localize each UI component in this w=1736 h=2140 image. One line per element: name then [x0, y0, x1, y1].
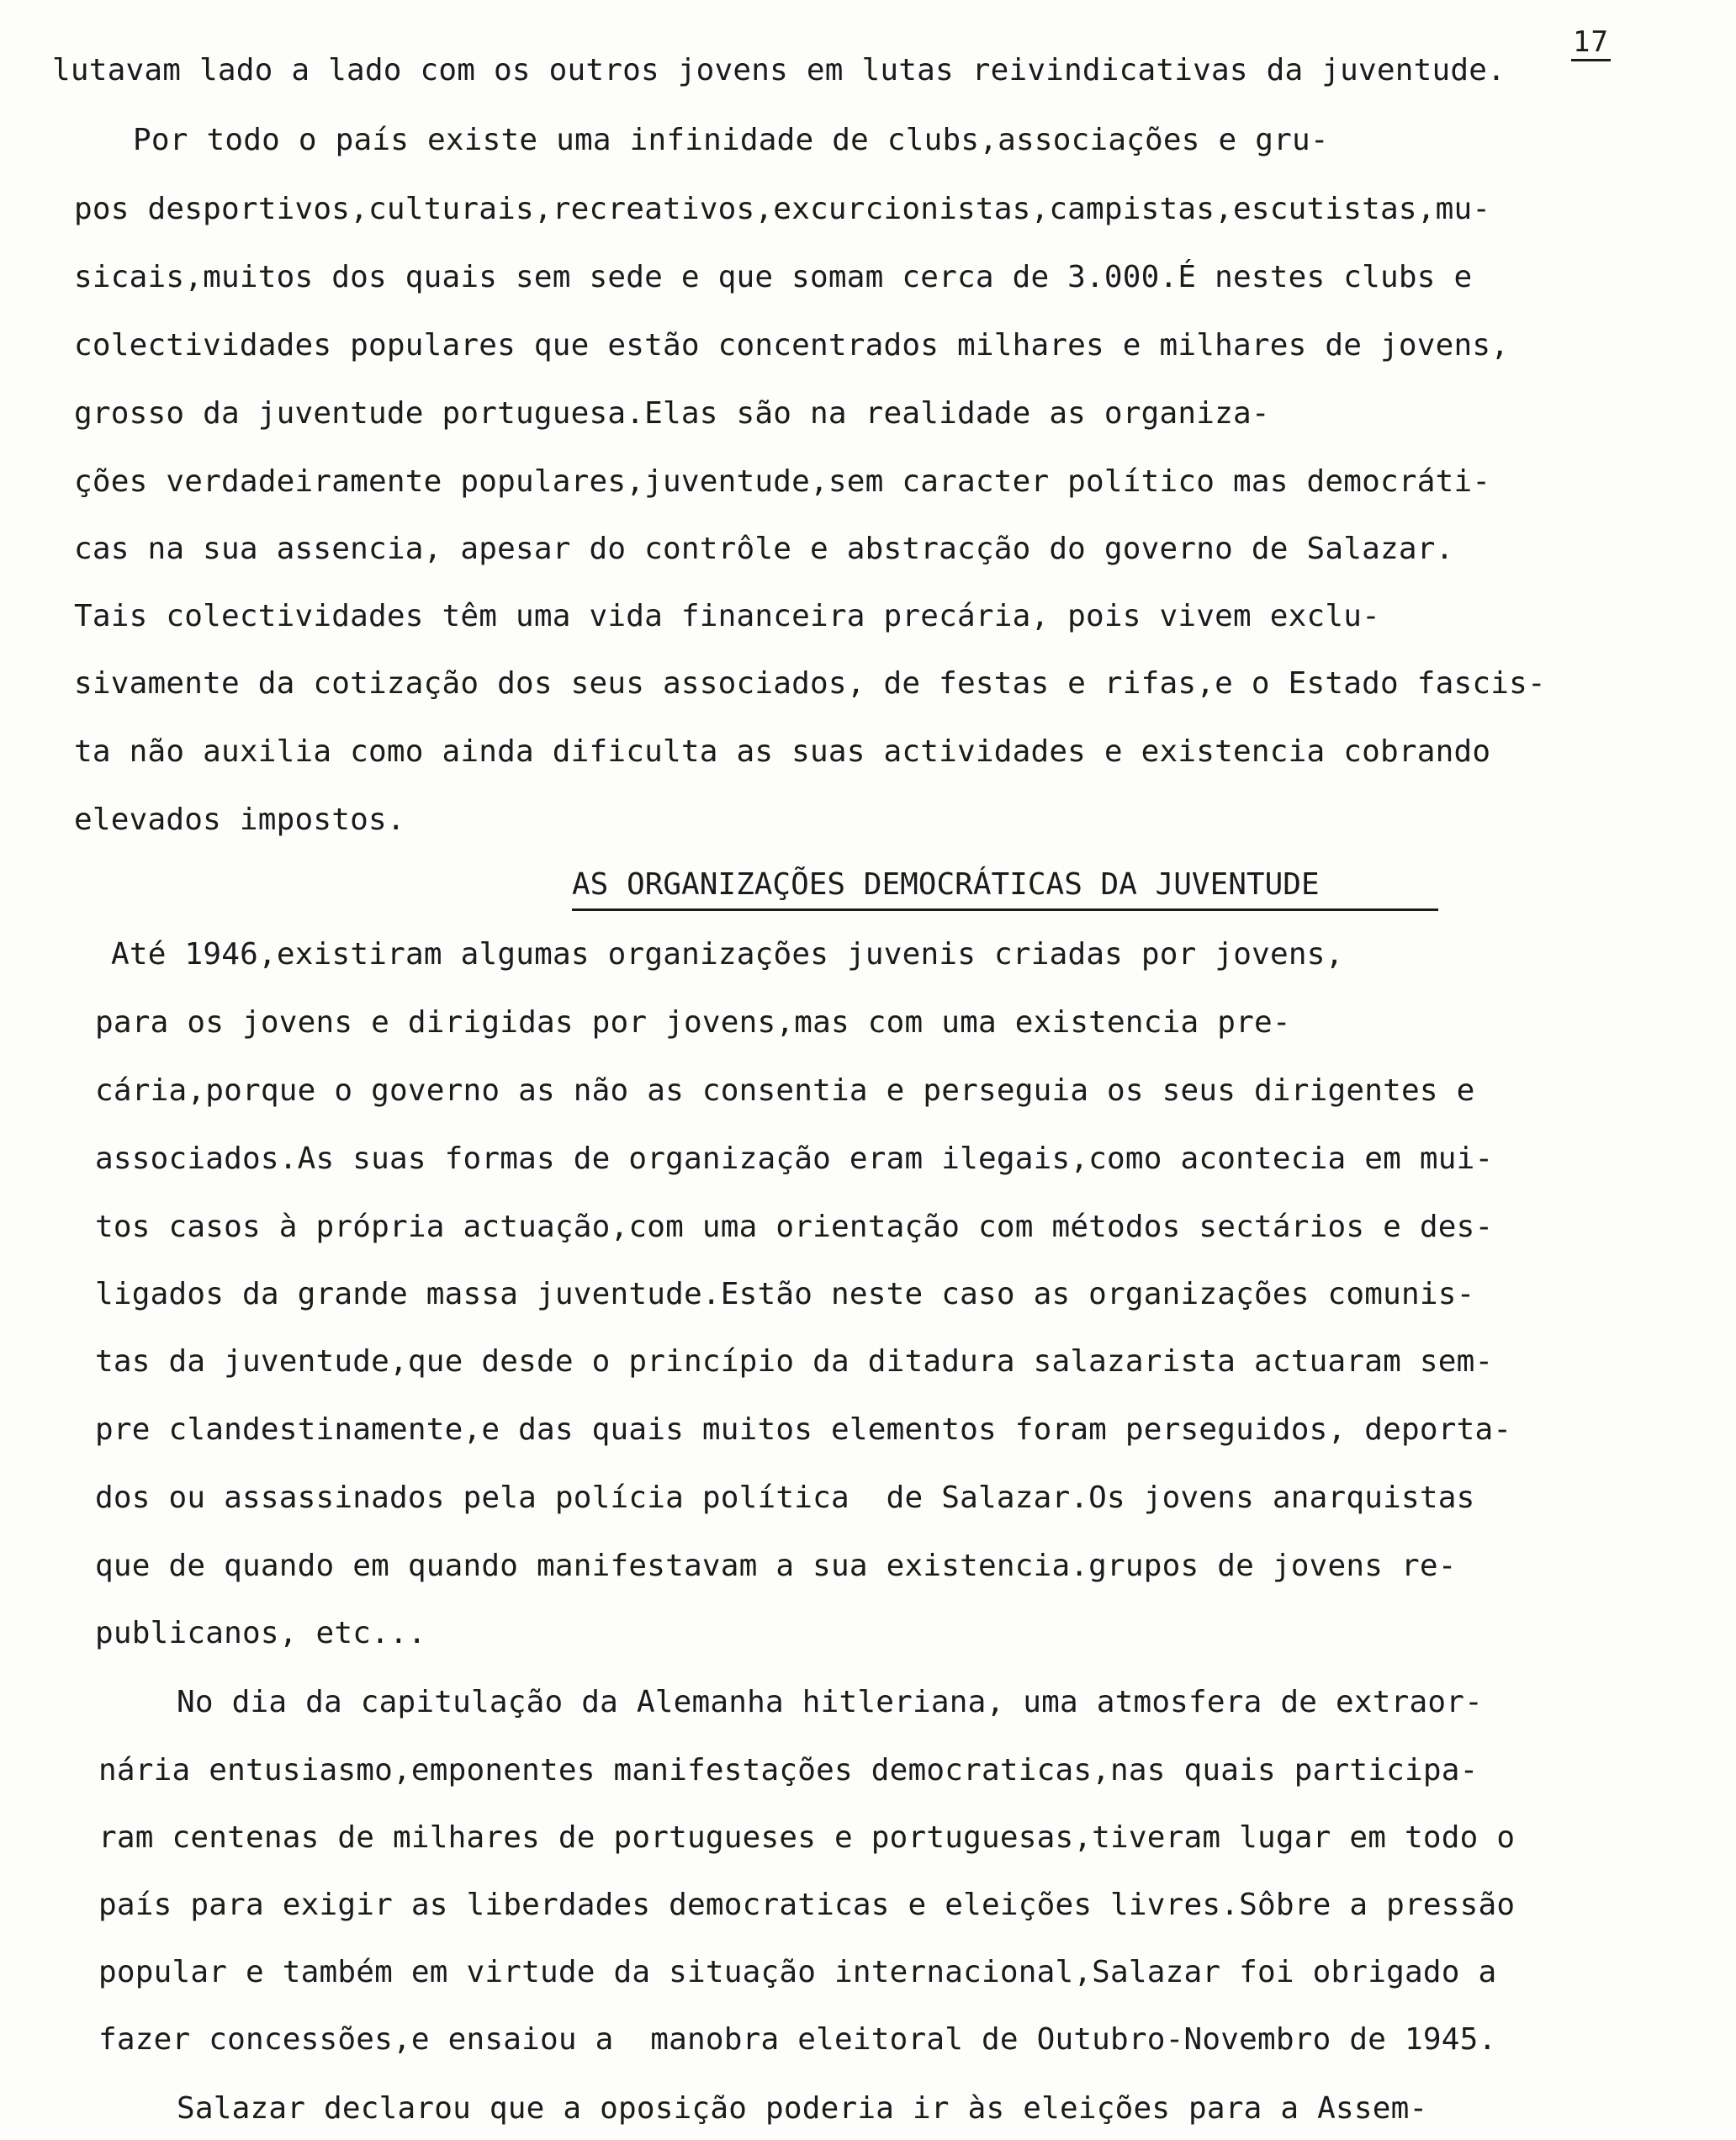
text-line: ções verdadeiramente populares,juventude,sem caracter político mas democráti-	[74, 464, 1491, 499]
text-line: cas na sua assencia, apesar do contrôle e abstracção do governo de Salazar.	[74, 532, 1454, 566]
text-line: lutavam lado a lado com os outros jovens em lutas reivindicativas da juventude.	[52, 53, 1506, 87]
text-line: para os jovens e dirigidas por jovens,mas com uma existencia pre-	[95, 1005, 1291, 1040]
text-line: colectividades populares que estão concentrados milhares e milhares de jovens,	[74, 328, 1510, 363]
text-line: nária entusiasmo,emponentes manifestações democraticas,nas quais participa-	[98, 1753, 1479, 1788]
text-line: Por todo o país existe uma infinidade de clubs,associações e gru-	[133, 123, 1329, 157]
text-line: Até 1946,existiram algumas organizações juvenis criadas por jovens,	[111, 937, 1344, 972]
text-line: tas da juventude,que desde o princípio da ditadura salazarista actuaram sem-	[95, 1344, 1494, 1379]
text-line: fazer concessões,e ensaiou a manobra eleitoral de Outubro-Novembro de 1945.	[98, 2022, 1497, 2057]
text-line: pos desportivos,culturais,recreativos,excurcionistas,campistas,escutistas,mu-	[74, 192, 1491, 226]
text-line: país para exigir as liberdades democraticas e eleições livres.Sôbre a pressão	[98, 1888, 1516, 1922]
text-line: cária,porque o governo as não as consentia e perseguia os seus dirigentes e	[95, 1073, 1475, 1108]
text-line: Tais colectividades têm uma vida financeira precária, pois vivem exclu-	[74, 599, 1381, 633]
text-line: Salazar declarou que a oposição poderia ir às eleições para a Assem-	[177, 2091, 1428, 2126]
text-line: ta não auxilia como ainda dificulta as suas actividades e existencia cobrando	[74, 734, 1491, 769]
text-line: sicais,muitos dos quais sem sede e que somam cerca de 3.000.É nestes clubs e	[74, 260, 1473, 294]
text-line: publicanos, etc...	[95, 1616, 426, 1650]
section-heading: AS ORGANIZAÇÕES DEMOCRÁTICAS DA JUVENTUDE	[572, 866, 1438, 911]
text-line: elevados impostos.	[74, 802, 405, 837]
text-line: dos ou assassinados pela polícia política de Salazar.Os jovens anarquistas	[95, 1481, 1475, 1515]
text-line: ligados da grande massa juventude.Estão neste caso as organizações comunis-	[95, 1277, 1475, 1311]
text-line: associados.As suas formas de organização eram ilegais,como acontecia em mui-	[95, 1142, 1494, 1176]
text-line: tos casos à própria actuação,com uma orientação com métodos sectários e des-	[95, 1210, 1494, 1244]
text-line: ram centenas de milhares de portugueses e portuguesas,tiveram lugar em todo o	[98, 1820, 1516, 1855]
text-line: popular e também em virtude da situação internacional,Salazar foi obrigado a	[98, 1955, 1497, 1989]
text-line: sivamente da cotização dos seus associados, de festas e rifas,e o Estado fascis-	[74, 666, 1546, 701]
text-line: grosso da juventude portuguesa.Elas são na realidade as organiza-	[74, 396, 1270, 431]
text-line: pre clandestinamente,e das quais muitos elementos foram perseguidos, deporta-	[95, 1412, 1512, 1447]
page-number: 17	[1571, 25, 1611, 61]
text-line: que de quando em quando manifestavam a sua existencia.grupos de jovens re-	[95, 1549, 1457, 1583]
text-line: No dia da capitulação da Alemanha hitleriana, uma atmosfera de extraor-	[177, 1685, 1484, 1719]
